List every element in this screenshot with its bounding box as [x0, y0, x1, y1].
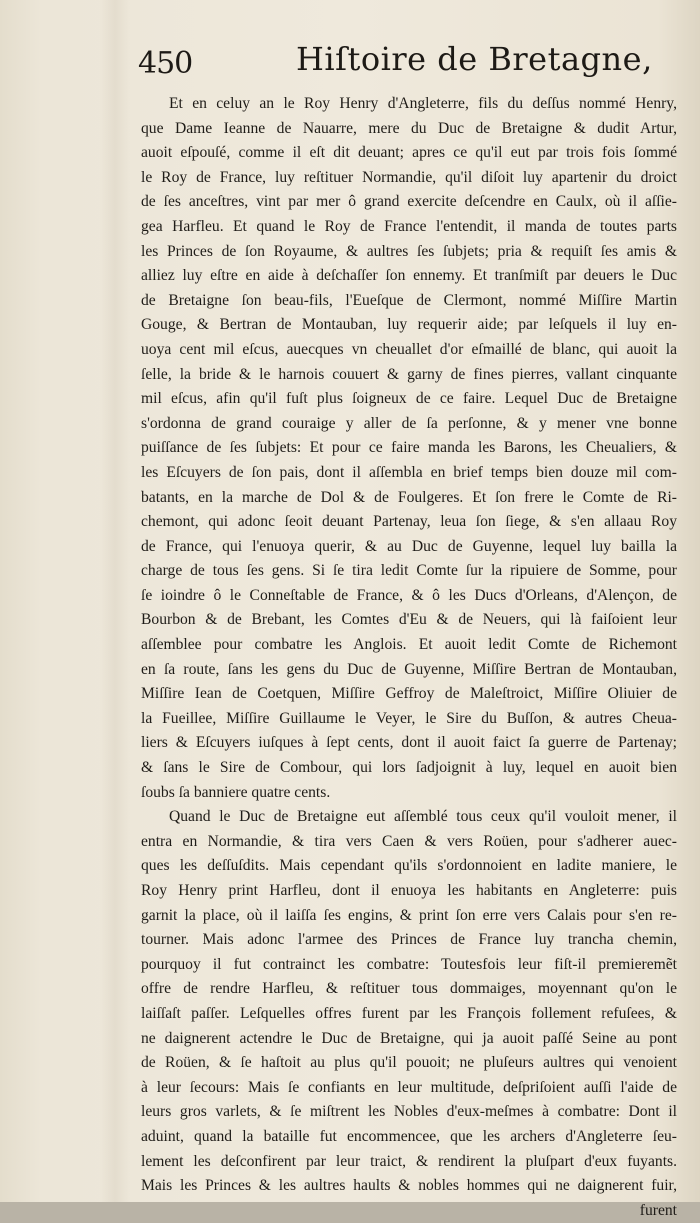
paragraph [141, 92, 677, 805]
text-line: pourquoy il fut contrainct les combatre: Toutesfois leur fiſt-il premieremẽt [141, 955, 677, 973]
text-line: gea Harfleu. Et quand le Roy de France l'entendit, il manda de toutes parts [141, 217, 677, 235]
page-number: 450 [138, 46, 193, 81]
body-text [141, 92, 677, 1223]
text-line: Quand le Duc de Bretaigne eut aſſemblé tous ceux qu'il vouloit mener, il [169, 808, 677, 826]
text-line: Roy Henry print Harfleu, dont il enuoya les habitants en Angleterre: puis [141, 882, 677, 899]
text-line: tourner. Mais adonc l'armee des Princes de France luy trancha chemin, [141, 931, 677, 949]
text-line: liers & Eſcuyers iuſques à ſept cents, dont il auoit faict ſa guerre de Partenay; [141, 734, 677, 752]
paragraph [141, 805, 677, 1199]
text-line: les Princes de ſon Royaume, & aultres ſes ſubjets; pria & requiſt ſes amis & [141, 242, 677, 260]
text-line: auoit eſpouſé, comme il eſt dit deuant; apres ce qu'il eut par trois fois ſommé [141, 144, 677, 162]
text-line: aduint, quand la bataille fut encommencee, que les archers d'Angleterre ſeu- [141, 1127, 677, 1145]
text-line: les Eſcuyers de ſon pais, dont il aſſembla en brief temps bien douze mil com- [141, 463, 677, 481]
text-line: uoya cent mil eſcus, auecques vn cheuallet d'or eſmaillé de blanc, qui auoit la [141, 340, 677, 358]
text-line: & ſans le Sire de Combour, qui lors ſadjoignit à luy, lequel en auoit bien [141, 759, 677, 777]
text-line: ſe ioindre ô le Conneſtable de France, & ô les Ducs d'Orleans, d'Alençon, de [141, 586, 677, 604]
text-line: leurs gros varlets, & ſe miſtrent les Nobles d'eux-meſmes à combatre: Dont il [141, 1103, 677, 1121]
text-line: alliez luy eſtre en aide à deſchaſſer ſon ennemy. Et tranſmiſt par deuers le Duc [141, 267, 677, 285]
text-line: lement les deſconfirent par leur traict, & rendirent la pluſpart d'eux fuyants. [141, 1152, 677, 1170]
text-line: la Fueillee, Miſſire Guillaume le Veyer, le Sire du Buſſon, & autres Cheua- [141, 709, 677, 727]
text-line: de France, qui l'enuoya querir, & au Duc de Guyenne, lequel luy bailla la [141, 537, 677, 555]
text-line: de Bretaigne ſon beau-fils, l'Eueſque de Clermont, nommé Miſſire Martin [141, 291, 677, 309]
text-line: Gouge, & Bertran de Montauban, luy requerir aide; par leſquels il luy en- [141, 316, 677, 334]
text-line: en ſa route, ſans les gens du Duc de Guyenne, Miſſire Bertran de Montauban, [141, 660, 677, 678]
text-line: le Roy de France, luy reſtituer Normandie, qu'il diſoit luy apartenir du droict [141, 168, 677, 186]
text-line: laiſſaſt paſſer. Leſquelles offres furent par les François follement refuſees, & [141, 1004, 677, 1022]
text-line: que Dame Ieanne de Nauarre, mere du Duc de Bretaigne & dudit Artur, [141, 119, 677, 137]
text-line: batants, en la marche de Dol & de Foulgeres. Et ſon frere le Comte de Ri- [141, 488, 677, 506]
page-header [138, 40, 678, 88]
gutter-shadow [100, 0, 130, 1202]
text-line: Bourbon & de Brebant, les Comtes d'Eu & de Neuers, qui là faiſoient leur [141, 611, 677, 629]
text-line: mil eſcus, afin qu'il fuſt plus ſoigneux de ce faire. Lequel Duc de Bretaigne [141, 390, 677, 408]
catchword: furent [639, 1201, 677, 1219]
text-line: offre de rendre Harfleu, & reſtituer tous dommaiges, moyennant qu'on le [141, 980, 677, 998]
text-line: ſoubs ſa banniere quatre cents. [141, 783, 331, 801]
text-line: Mais les Princes & les aultres haults & nobles hommes qui ne daignerent fuir, [141, 1177, 677, 1195]
running-title: Hiſtoire de Bretagne, [296, 40, 653, 78]
text-line: entra en Normandie, & tira vers Caen & vers Roüen, pour s'adherer auec- [141, 832, 677, 850]
text-line: Miſſire Iean de Coetquen, Miſſire Geffroy de Maleſtroict, Miſſire Oliuier de [141, 685, 677, 703]
text-line: puiſſance de ſes ſubjets: Et pour ce faire manda les Barons, les Cheualiers, & [141, 439, 677, 457]
text-line: garnit la place, où il laiſſa ſes engins, & print ſon erre vers Calais pour s'en re- [141, 906, 677, 924]
text-line: s'ordonna de grand couraige y aller de ſa perſonne, & y mener vne bonne [141, 414, 677, 432]
text-line: chemont, qui adonc ſeoit deuant Partenay, leua ſon ſiege, & s'en allaau Roy [141, 513, 677, 531]
text-line: de Roüen, & ſe haſtoit au plus qu'il pouoit; ne pluſeurs aultres qui venoient [141, 1054, 677, 1072]
text-line: à leur ſecours: Mais ſe confiants en leur multitude, deſpriſoient auſſi l'aide de [141, 1078, 677, 1096]
text-line: ne daignerent actendre le Duc de Bretaigne, qui ja auoit paſſé Seine au pont [141, 1029, 677, 1047]
text-line: charge de tous ſes gens. Si ſe tira ledit Comte ſur la ripuiere de Somme, pour [141, 562, 677, 580]
text-line: ſelle, la bride & le harnois couuert & garny de fines pierres, vallant cinquante [141, 365, 677, 383]
text-line: Et en celuy an le Roy Henry d'Angleterre, fils du deſſus nommé Henry, [169, 95, 677, 112]
text-line: aſſemblee pour combatre les Anglois. Et auoit ledit Comte de Richemont [141, 636, 677, 654]
text-line: ques les deſſuſdits. Mais cependant qu'ils s'ordonnoient en ladite maniere, le [141, 857, 677, 875]
text-line: de ſes anceſtres, vint par mer ô grand exercite deſcendre en Caulx, où il aſſie- [141, 193, 677, 211]
